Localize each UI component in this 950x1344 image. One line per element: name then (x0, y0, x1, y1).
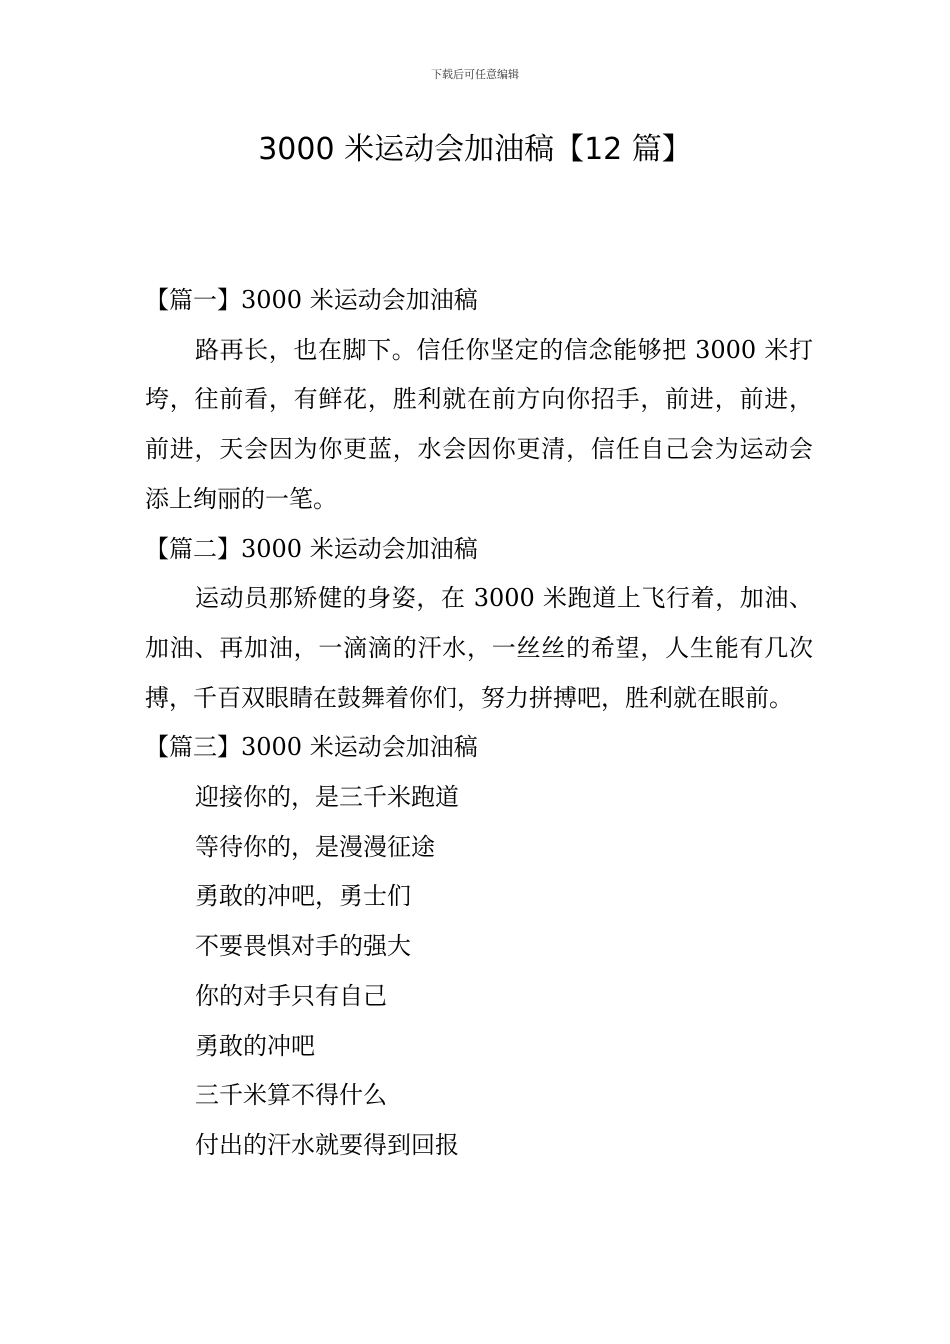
poem-line: 等待你的，是漫漫征途 (195, 832, 435, 861)
poem-line: 勇敢的冲吧，勇士们 (195, 882, 411, 911)
poem-line: 三千米算不得什么 (195, 1081, 387, 1110)
poem-line: 勇敢的冲吧 (195, 1031, 315, 1060)
section-heading-2: 【篇二】3000 米运动会加油稿 (145, 534, 478, 563)
section-heading-3: 【篇三】3000 米运动会加油稿 (145, 733, 478, 762)
poem-line: 付出的汗水就要得到回报 (195, 1130, 459, 1159)
section-paragraph-1: 路再长，也在脚下。信任你坚定的信念能够把 3000 米打垮，往前看，有鲜花，胜利就在前方向你招手，前进，前进，前进，天会因为你更蓝，水会因你更清，信任自己会为运动会添上绚丽的一笔。 (145, 335, 813, 513)
poem-line: 你的对手只有自己 (195, 981, 387, 1010)
document-body (145, 276, 813, 1171)
poem-line: 不要畏惧对手的强大 (195, 932, 411, 961)
document-title: 3000 米运动会加油稿【12 篇】 (258, 132, 692, 167)
section-heading-1: 【篇一】3000 米运动会加油稿 (145, 286, 478, 314)
header-note: 下载后可任意编辑 (431, 68, 519, 81)
section-paragraph-2: 运动员那矫健的身姿，在 3000 米跑道上飞行着，加油、加油、再加油，一滴滴的汗水，一丝丝的希望，人生能有几次搏，千百双眼睛在鼓舞着你们，努力拼搏吧，胜利就在眼前。 (145, 584, 813, 712)
poem-line: 迎接你的，是三千米跑道 (195, 783, 459, 812)
